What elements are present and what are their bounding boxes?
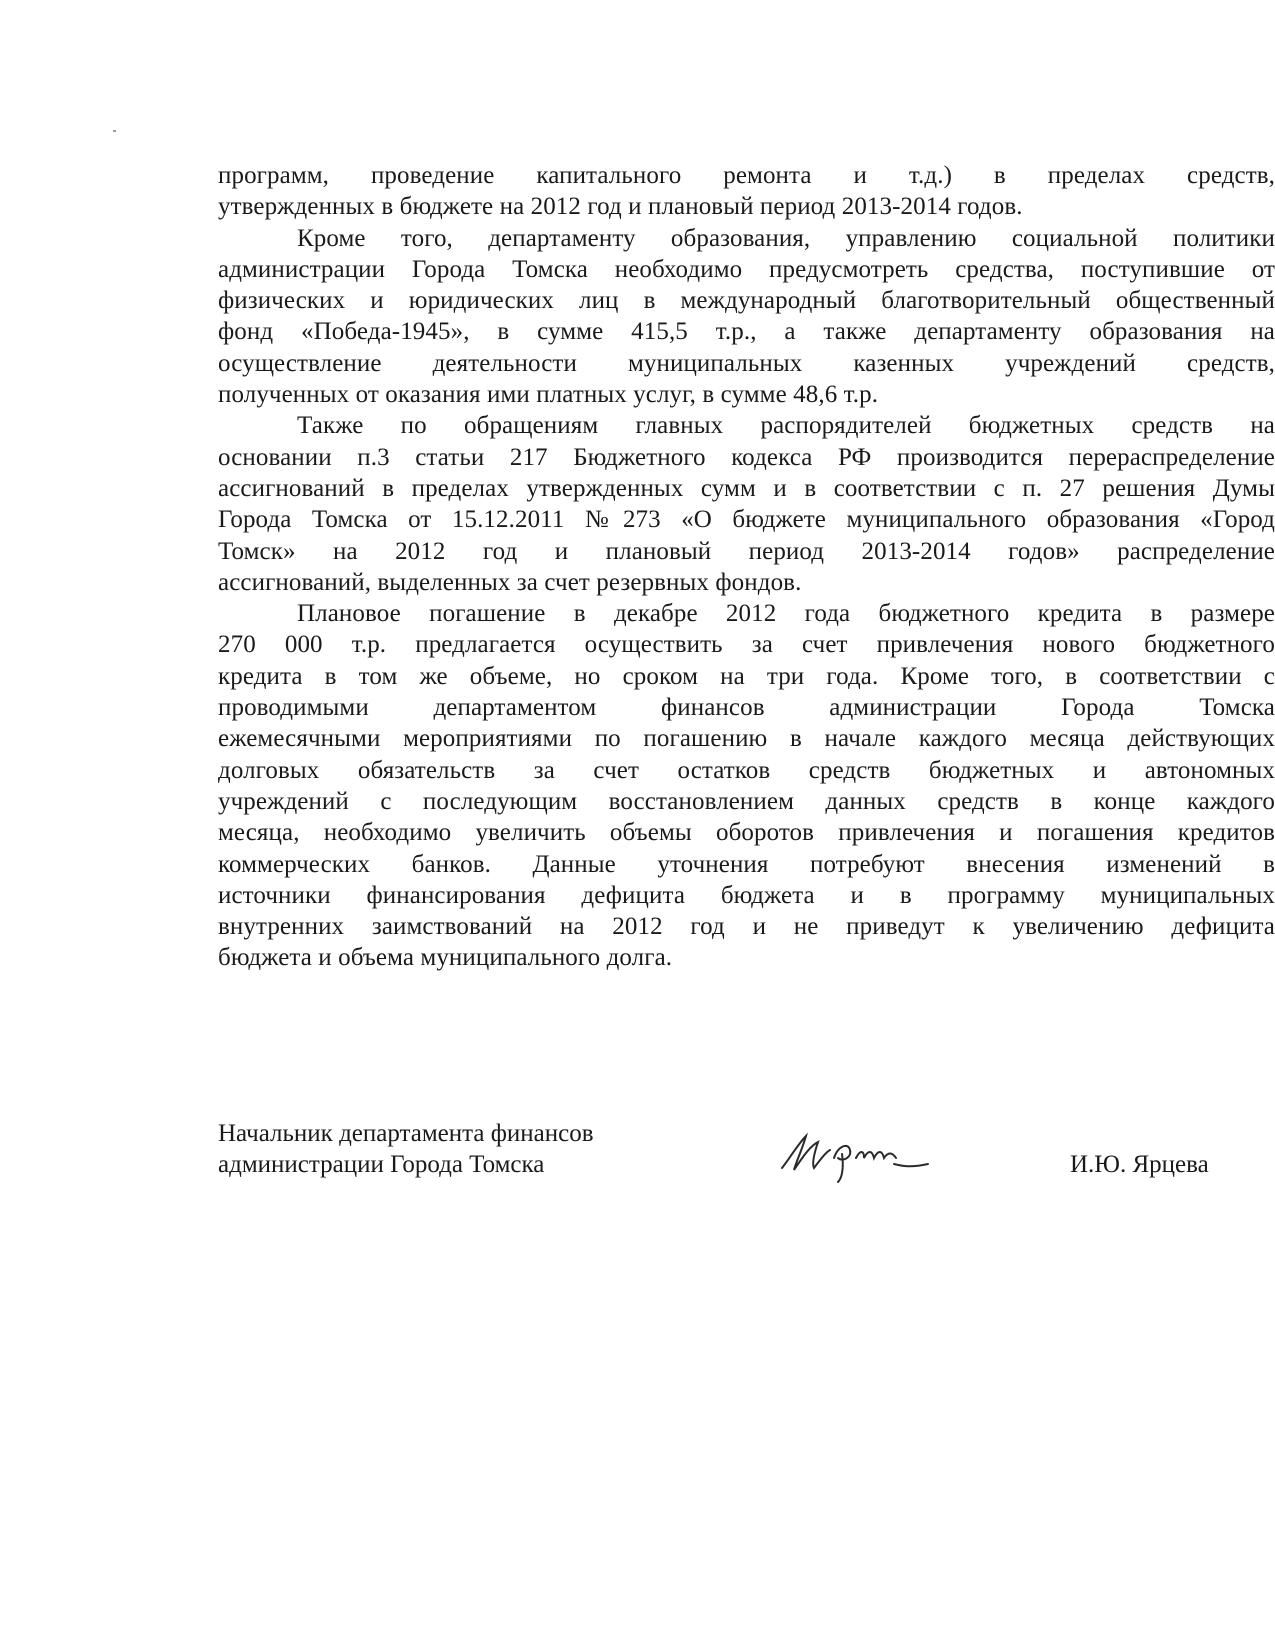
text-line: учреждений с последующим восстановлением данных средств в конце каждого [218, 787, 1275, 815]
text-line: физических и юридических лиц в международный благотворительный общественный [218, 287, 1275, 315]
signatory-name: И.Ю. Ярцева [1070, 1151, 1209, 1178]
text-line: ассигнований в пределах утвержденных сумм и в соответствии с п. 27 решения Думы [218, 474, 1275, 502]
signatory-title-line1: Начальник департамента финансов [218, 1120, 594, 1147]
paragraph-2 [218, 223, 1275, 411]
text-line: утвержденных в бюджете на 2012 год и плановый период 2013-2014 годов. [218, 193, 1023, 221]
paragraph-3 [218, 410, 1275, 598]
text-line: коммерческих банков. Данные уточнения потребуют внесения изменений в [218, 850, 1275, 878]
text-line: программ, проведение капитального ремонта и т.д.) в пределах средств, [218, 162, 1275, 189]
text-line: 270 000 т.р. предлагается осуществить за счет привлечения нового бюджетного [218, 631, 1275, 659]
text-line: проводимыми департаментом финансов администрации Города Томска [218, 694, 1275, 722]
text-line: месяца, необходимо увеличить объемы оборотов привлечения и погашения кредитов [218, 819, 1275, 847]
signatory-title [218, 1118, 594, 1181]
text-line: Также по обращениям главных распорядителей бюджетных средств на [297, 412, 1275, 440]
text-line: бюджета и объема муниципального долга. [218, 944, 673, 972]
text-line: Города Томска от 15.12.2011 №273 «О бюджете муниципального образования «Город [218, 506, 1275, 534]
text-line: Плановое погашение в декабре 2012 года бюджетного кредита в размере [297, 600, 1275, 628]
text-line: долговых обязательств за счет остатков средств бюджетных и автономных [218, 756, 1275, 784]
scan-speck [113, 130, 116, 132]
letter-body [218, 160, 1275, 974]
text-line: фонд «Победа-1945», в сумме 415,5 т.р., а также департаменту образования на [218, 318, 1275, 346]
text-line: Кроме того, департаменту образования, управлению социальной политики [297, 224, 1275, 252]
handwritten-signature [778, 1124, 938, 1184]
text-line: внутренних заимствований на 2012 год и не приведут к увеличению дефицита [218, 913, 1275, 941]
signatory-title-line2: администрации Города Томска [218, 1151, 545, 1179]
text-line: основании п.3 статьи 217 Бюджетного кодекса РФ производится перераспределение [218, 443, 1275, 471]
paragraph-1 [218, 160, 1275, 223]
text-line: кредита в том же объеме, но сроком на три года. Кроме того, в соответствии с [218, 662, 1275, 690]
text-line: источники финансирования дефицита бюджета и в программу муниципальных [218, 881, 1275, 909]
text-line: Томск» на 2012 год и плановый период 2013-2014 годов» распределение [218, 537, 1275, 565]
text-line: осуществление деятельности муниципальных казенных учреждений средств, [218, 349, 1275, 377]
text-line: ассигнований, выделенных за счет резервных фондов. [218, 568, 802, 596]
paragraph-4 [218, 598, 1275, 974]
text-line: администрации Города Томска необходимо предусмотреть средства, поступившие от [218, 255, 1275, 283]
text-line: полученных от оказания ими платных услуг, в сумме 48,6 т.р. [218, 381, 879, 409]
text-line: ежемесячными мероприятиями по погашению в начале каждого месяца действующих [218, 725, 1275, 753]
